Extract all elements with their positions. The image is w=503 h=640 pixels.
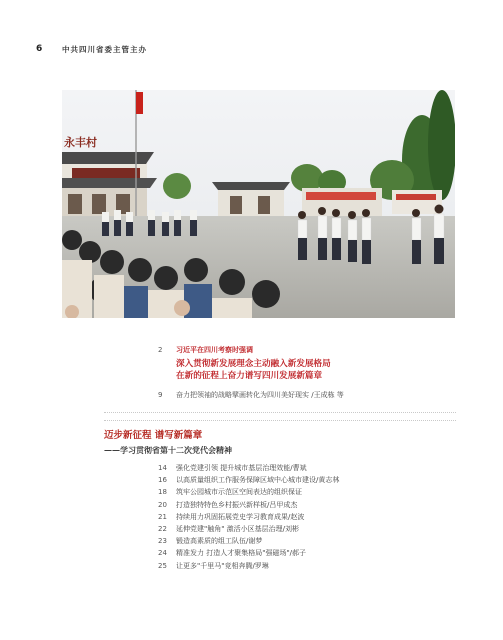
- toc-title: 强化党建引领 提升城市基层治理效能/曹斌: [176, 464, 307, 472]
- toc-title: 精准发力 打造人才聚集格局"强磁场"/郝子: [176, 549, 307, 558]
- toc-title: 以高质量组织工作服务保障区域中心城市建设/黄志林: [176, 476, 340, 485]
- publication-name: 中共四川省委主管主办: [62, 44, 147, 54]
- toc-page-number: 20: [158, 500, 167, 509]
- toc-page-number: 25: [158, 561, 167, 570]
- page-header: [36, 42, 147, 56]
- toc-entry[interactable]: [158, 474, 458, 486]
- toc-page-number: 9: [158, 391, 163, 399]
- page-number: 6: [36, 44, 43, 54]
- toc-entry[interactable]: [158, 390, 458, 400]
- lead-headline-line-1: 深入贯彻新发展理念主动融入新发展格局: [176, 359, 331, 369]
- toc-title: 延伸党建"触角" 激活小区基层治理/刘彬: [176, 525, 300, 534]
- toc-entry[interactable]: [158, 345, 458, 355]
- toc-entry[interactable]: [158, 511, 458, 523]
- section-title: 迈步新征程 谱写新篇章: [104, 430, 203, 441]
- toc-page-number: 18: [158, 488, 167, 497]
- toc-page-number: 2: [158, 346, 163, 354]
- toc-page-number: 14: [158, 464, 167, 472]
- section-divider: [104, 412, 456, 413]
- toc-entry[interactable]: [158, 523, 458, 535]
- toc-title: 奋力把领袖的战略擘画转化为四川美好现实 /王成栋 等: [176, 391, 344, 399]
- section-heading: [104, 429, 456, 456]
- toc-page-number: 16: [158, 476, 167, 485]
- toc-entry[interactable]: [158, 560, 458, 572]
- section-subtitle: ——学习贯彻省第十二次党代会精神: [104, 445, 232, 455]
- toc-list: [158, 462, 458, 572]
- building-left: [62, 152, 157, 216]
- toc-title: 锻造高素质的组工队伍/谢梦: [176, 537, 263, 546]
- toc-title: 让更多"千里马"竞相奔腾/罗琳: [176, 561, 269, 570]
- feature-photo: [62, 90, 455, 318]
- toc-title: 筑牢公园城市示范区空间表达的组织保证: [176, 488, 302, 497]
- toc-page-number: 21: [158, 512, 167, 521]
- toc-entry[interactable]: [158, 547, 458, 559]
- toc-entry[interactable]: [158, 499, 458, 511]
- toc-title: 打造独特特色乡村振兴新样板/吕甲成杰: [176, 500, 298, 509]
- section-divider: [104, 420, 456, 421]
- toc-page-number: 23: [158, 537, 167, 546]
- toc-entry[interactable]: [158, 462, 458, 474]
- flag: [136, 92, 143, 114]
- toc-title: 习近平在四川考察时强调: [176, 346, 253, 354]
- toc-page-number: 22: [158, 525, 167, 534]
- lead-headline-line-2: 在新的征程上奋力谱写四川发展新篇章: [176, 371, 323, 381]
- toc-entry[interactable]: [158, 486, 458, 498]
- toc-entry[interactable]: [158, 535, 458, 547]
- toc-page-number: 24: [158, 549, 167, 558]
- toc-title: 持续用力巩固拓展党史学习教育成果/赵波: [176, 512, 305, 521]
- lead-article: [158, 345, 458, 400]
- village-sign: 永丰村: [64, 136, 97, 149]
- photo-scene: [62, 90, 455, 318]
